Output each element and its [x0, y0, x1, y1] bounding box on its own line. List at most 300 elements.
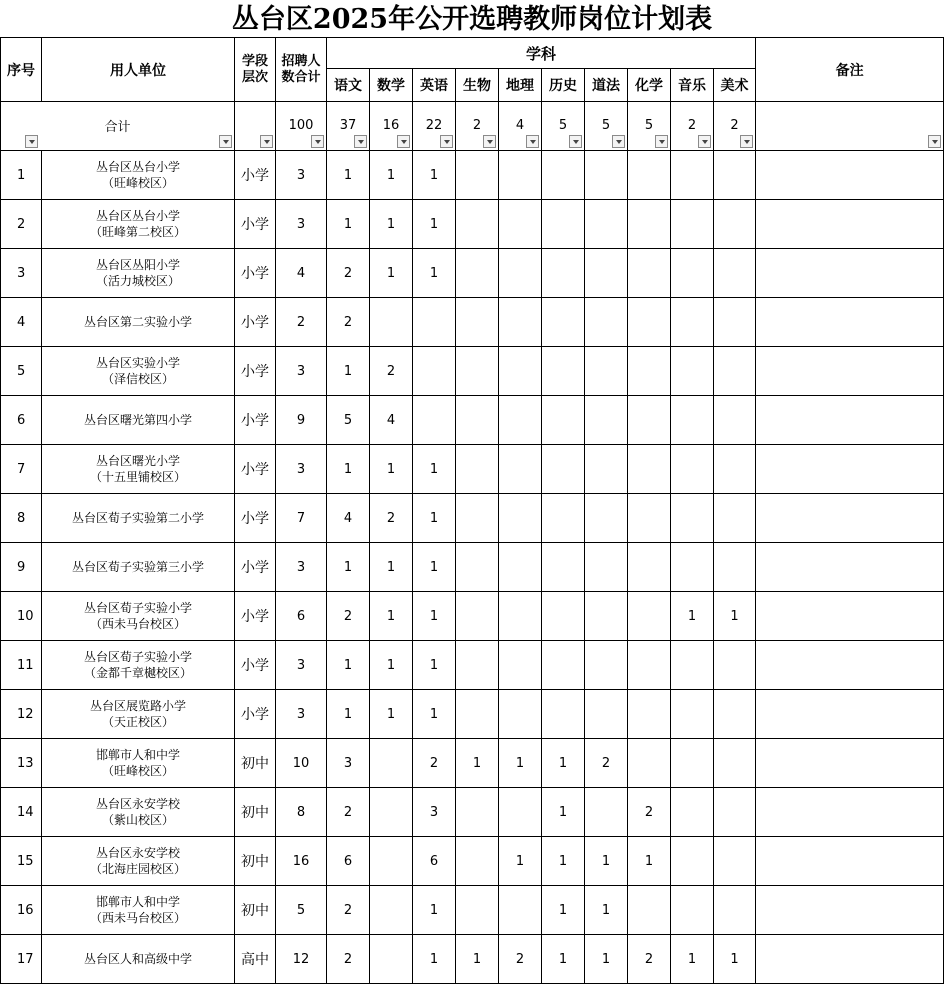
cell-subject-biology — [456, 886, 499, 935]
cell-subject-english: 3 — [413, 788, 456, 837]
filter-dropdown-icon-geography[interactable] — [526, 135, 539, 148]
cell-unit — [42, 690, 235, 739]
cell-subject-art — [714, 788, 756, 837]
unit-campus: （天正校区） — [101, 715, 174, 729]
unit-name: 丛台区人和高级中学 — [83, 952, 192, 966]
cell-subject-english: 1 — [413, 445, 456, 494]
cell-seq: 1 — [1, 151, 42, 200]
cell-subject-biology — [456, 494, 499, 543]
cell-subject-chinese: 3 — [327, 739, 370, 788]
filter-dropdown-icon-remark[interactable] — [928, 135, 941, 148]
cell-subject-biology — [456, 837, 499, 886]
cell-subject-chinese: 2 — [327, 592, 370, 641]
table-row — [1, 298, 944, 347]
cell-stage: 小学 — [235, 249, 276, 298]
cell-total: 4 — [276, 249, 327, 298]
table-row — [1, 837, 944, 886]
cell-seq: 5 — [1, 347, 42, 396]
unit-name: 丛台区曙光第四小学 — [83, 413, 192, 427]
cell-subject-biology — [456, 200, 499, 249]
cell-stage: 初中 — [235, 739, 276, 788]
cell-remark — [756, 837, 944, 886]
summary-subject-art: 2 — [730, 118, 739, 133]
cell-subject-morality — [585, 396, 628, 445]
cell-subject-music — [671, 445, 714, 494]
summary-total-cell — [276, 102, 327, 151]
cell-subject-morality — [585, 592, 628, 641]
cell-seq: 17 — [1, 935, 42, 984]
cell-subject-geography: 1 — [499, 739, 542, 788]
cell-seq: 12 — [1, 690, 42, 739]
cell-subject-history — [542, 445, 585, 494]
cell-seq: 15 — [1, 837, 42, 886]
cell-subject-english — [413, 396, 456, 445]
cell-subject-chinese: 4 — [327, 494, 370, 543]
cell-subject-chemistry — [628, 298, 671, 347]
unit-campus: （活力城校区） — [95, 274, 180, 288]
cell-subject-math — [370, 886, 413, 935]
cell-subject-chinese: 2 — [327, 249, 370, 298]
cell-subject-history — [542, 543, 585, 592]
cell-subject-chemistry — [628, 445, 671, 494]
unit-name: 丛台区荀子实验小学 — [83, 650, 192, 664]
cell-subject-music — [671, 641, 714, 690]
cell-subject-geography — [499, 396, 542, 445]
filter-dropdown-icon-stage[interactable] — [260, 135, 273, 148]
summary-row — [1, 102, 944, 151]
cell-subject-biology — [456, 690, 499, 739]
cell-subject-chemistry — [628, 396, 671, 445]
cell-remark — [756, 592, 944, 641]
cell-subject-math: 1 — [370, 445, 413, 494]
filter-dropdown-icon-english[interactable] — [440, 135, 453, 148]
cell-subject-music — [671, 347, 714, 396]
summary-subject-cell — [413, 102, 456, 151]
cell-subject-music — [671, 249, 714, 298]
cell-subject-art — [714, 543, 756, 592]
table-row — [1, 592, 944, 641]
filter-dropdown-icon-chinese[interactable] — [354, 135, 367, 148]
cell-subject-chinese: 6 — [327, 837, 370, 886]
cell-subject-chinese: 2 — [327, 298, 370, 347]
cell-unit — [42, 837, 235, 886]
cell-remark — [756, 298, 944, 347]
cell-subject-chinese: 5 — [327, 396, 370, 445]
cell-subject-biology — [456, 249, 499, 298]
cell-subject-math: 1 — [370, 200, 413, 249]
cell-total: 12 — [276, 935, 327, 984]
cell-subject-music — [671, 886, 714, 935]
cell-subject-geography — [499, 151, 542, 200]
unit-campus: （旺峰第二校区） — [89, 225, 186, 239]
cell-subject-english: 1 — [413, 151, 456, 200]
summary-subject-cell — [542, 102, 585, 151]
header-count-line2: 数合计 — [281, 69, 321, 85]
cell-subject-chemistry — [628, 690, 671, 739]
cell-subject-chemistry: 2 — [628, 788, 671, 837]
cell-subject-chemistry — [628, 739, 671, 788]
summary-label-cell — [1, 102, 235, 151]
cell-remark — [756, 543, 944, 592]
cell-subject-english — [413, 298, 456, 347]
summary-subject-math: 16 — [382, 118, 400, 133]
cell-subject-math: 4 — [370, 396, 413, 445]
cell-subject-chinese: 1 — [327, 445, 370, 494]
cell-subject-morality — [585, 298, 628, 347]
cell-unit — [42, 445, 235, 494]
summary-subject-cell — [671, 102, 714, 151]
cell-unit — [42, 494, 235, 543]
filter-dropdown-icon-total[interactable] — [311, 135, 324, 148]
cell-subject-history — [542, 298, 585, 347]
summary-subject-cell — [456, 102, 499, 151]
cell-subject-biology — [456, 788, 499, 837]
cell-stage: 高中 — [235, 935, 276, 984]
cell-subject-math — [370, 298, 413, 347]
cell-subject-music — [671, 739, 714, 788]
table-row — [1, 690, 944, 739]
filter-dropdown-icon-history[interactable] — [569, 135, 582, 148]
unit-campus: （旺峰校区） — [101, 176, 174, 190]
cell-stage: 小学 — [235, 641, 276, 690]
cell-remark — [756, 788, 944, 837]
header-subject-chemistry: 化学 — [628, 69, 671, 102]
cell-seq: 16 — [1, 886, 42, 935]
table-row — [1, 249, 944, 298]
unit-campus: （金都千章樾校区） — [83, 666, 192, 680]
cell-stage: 小学 — [235, 690, 276, 739]
unit-name: 丛台区丛台小学 — [95, 160, 180, 174]
cell-subject-english: 1 — [413, 249, 456, 298]
cell-subject-english: 1 — [413, 592, 456, 641]
cell-total: 3 — [276, 200, 327, 249]
cell-subject-morality: 1 — [585, 935, 628, 984]
cell-subject-geography — [499, 641, 542, 690]
filter-dropdown-icon-chemistry[interactable] — [655, 135, 668, 148]
header-count — [276, 38, 327, 102]
filter-dropdown-icon-biology[interactable] — [483, 135, 496, 148]
cell-subject-chinese: 1 — [327, 151, 370, 200]
cell-stage: 小学 — [235, 396, 276, 445]
cell-subject-history — [542, 641, 585, 690]
cell-subject-morality — [585, 200, 628, 249]
cell-subject-morality — [585, 249, 628, 298]
cell-subject-geography — [499, 347, 542, 396]
header-stage — [235, 38, 276, 102]
page-title: 丛台区2025年公开选聘教师岗位计划表 — [231, 4, 713, 35]
cell-stage: 小学 — [235, 151, 276, 200]
cell-subject-math: 1 — [370, 592, 413, 641]
cell-total: 3 — [276, 347, 327, 396]
summary-subject-geography: 4 — [515, 118, 525, 133]
cell-subject-art — [714, 396, 756, 445]
table-row — [1, 788, 944, 837]
table-row — [1, 200, 944, 249]
unit-campus: （旺峰校区） — [101, 764, 174, 778]
filter-dropdown-icon-morality[interactable] — [612, 135, 625, 148]
cell-subject-english: 1 — [413, 494, 456, 543]
header-seq: 序号 — [1, 38, 42, 102]
cell-subject-art — [714, 641, 756, 690]
cell-unit — [42, 396, 235, 445]
cell-subject-geography — [499, 543, 542, 592]
cell-subject-history — [542, 151, 585, 200]
cell-subject-art — [714, 494, 756, 543]
summary-subject-history: 5 — [558, 118, 568, 133]
cell-total: 3 — [276, 690, 327, 739]
cell-subject-math: 1 — [370, 151, 413, 200]
cell-subject-art — [714, 886, 756, 935]
unit-name: 丛台区永安学校 — [95, 797, 180, 811]
cell-subject-music — [671, 788, 714, 837]
cell-unit — [42, 641, 235, 690]
unit-name: 邯郸市人和中学 — [95, 895, 180, 909]
summary-subject-chemistry: 5 — [644, 118, 654, 133]
summary-subject-cell — [327, 102, 370, 151]
cell-subject-history: 1 — [542, 788, 585, 837]
table-body — [1, 151, 944, 984]
cell-subject-music — [671, 396, 714, 445]
header-subject-chinese: 语文 — [327, 69, 370, 102]
header-unit: 用人单位 — [42, 38, 235, 102]
cell-subject-english: 1 — [413, 886, 456, 935]
table-row — [1, 347, 944, 396]
cell-subject-geography: 2 — [499, 935, 542, 984]
cell-subject-morality — [585, 788, 628, 837]
header-stage-line2: 层次 — [241, 69, 268, 85]
unit-name: 丛台区曙光小学 — [95, 454, 180, 468]
cell-total: 2 — [276, 298, 327, 347]
cell-remark — [756, 249, 944, 298]
cell-subject-geography — [499, 592, 542, 641]
cell-subject-chinese: 2 — [327, 788, 370, 837]
cell-stage: 小学 — [235, 298, 276, 347]
cell-subject-music — [671, 298, 714, 347]
cell-unit — [42, 249, 235, 298]
cell-subject-math: 1 — [370, 543, 413, 592]
summary-subject-cell — [714, 102, 756, 151]
cell-remark — [756, 739, 944, 788]
unit-campus: （西未马台校区） — [89, 617, 186, 631]
unit-campus: （紫山校区） — [101, 813, 174, 827]
cell-subject-biology: 1 — [456, 935, 499, 984]
header-subject-english: 英语 — [413, 69, 456, 102]
cell-subject-biology — [456, 592, 499, 641]
summary-subject-cell — [499, 102, 542, 151]
filter-dropdown-icon-seq[interactable] — [25, 135, 38, 148]
cell-stage: 初中 — [235, 788, 276, 837]
cell-total: 9 — [276, 396, 327, 445]
cell-subject-morality — [585, 445, 628, 494]
cell-subject-math: 2 — [370, 347, 413, 396]
unit-campus: （西未马台校区） — [89, 911, 186, 925]
cell-subject-biology — [456, 543, 499, 592]
cell-subject-chemistry — [628, 592, 671, 641]
cell-subject-morality: 1 — [585, 837, 628, 886]
cell-subject-math — [370, 837, 413, 886]
cell-unit — [42, 592, 235, 641]
cell-subject-chemistry — [628, 151, 671, 200]
cell-unit — [42, 543, 235, 592]
cell-seq: 6 — [1, 396, 42, 445]
table-row — [1, 886, 944, 935]
cell-subject-music — [671, 543, 714, 592]
header-subject-math: 数学 — [370, 69, 413, 102]
cell-subject-art — [714, 837, 756, 886]
cell-total: 7 — [276, 494, 327, 543]
cell-subject-english: 1 — [413, 690, 456, 739]
header-count-line1: 招聘人 — [281, 53, 321, 69]
cell-subject-english: 1 — [413, 935, 456, 984]
cell-subject-morality — [585, 494, 628, 543]
header-subject-history: 历史 — [542, 69, 585, 102]
cell-subject-math: 1 — [370, 690, 413, 739]
filter-dropdown-icon-art[interactable] — [740, 135, 753, 148]
header-subject-geography: 地理 — [499, 69, 542, 102]
cell-subject-history — [542, 200, 585, 249]
cell-seq: 7 — [1, 445, 42, 494]
cell-unit — [42, 298, 235, 347]
cell-subject-biology — [456, 396, 499, 445]
cell-subject-history: 1 — [542, 886, 585, 935]
cell-unit — [42, 347, 235, 396]
cell-subject-biology: 1 — [456, 739, 499, 788]
table-row — [1, 396, 944, 445]
cell-subject-biology — [456, 445, 499, 494]
cell-remark — [756, 200, 944, 249]
cell-subject-art — [714, 200, 756, 249]
summary-total: 100 — [288, 118, 314, 133]
cell-subject-chemistry — [628, 641, 671, 690]
cell-subject-chinese: 2 — [327, 935, 370, 984]
cell-subject-english: 6 — [413, 837, 456, 886]
cell-subject-math — [370, 788, 413, 837]
unit-campus: （北海庄园校区） — [89, 862, 186, 876]
table-row — [1, 494, 944, 543]
cell-seq: 2 — [1, 200, 42, 249]
summary-subject-english: 22 — [425, 118, 443, 133]
table-row — [1, 739, 944, 788]
cell-subject-chemistry: 2 — [628, 935, 671, 984]
cell-remark — [756, 396, 944, 445]
cell-subject-art — [714, 445, 756, 494]
cell-subject-geography — [499, 249, 542, 298]
cell-subject-morality: 1 — [585, 886, 628, 935]
cell-subject-geography — [499, 298, 542, 347]
summary-remark-cell — [756, 102, 944, 151]
summary-subject-morality: 5 — [601, 118, 611, 133]
summary-stage-cell — [235, 102, 276, 151]
cell-unit — [42, 886, 235, 935]
cell-subject-history — [542, 347, 585, 396]
cell-stage: 小学 — [235, 347, 276, 396]
cell-unit — [42, 935, 235, 984]
filter-dropdown-icon-math[interactable] — [397, 135, 410, 148]
cell-subject-music: 1 — [671, 592, 714, 641]
cell-subject-english: 2 — [413, 739, 456, 788]
cell-remark — [756, 445, 944, 494]
unit-campus: （十五里铺校区） — [89, 470, 186, 484]
cell-subject-geography — [499, 200, 542, 249]
cell-subject-biology — [456, 298, 499, 347]
cell-stage: 小学 — [235, 543, 276, 592]
header-subject-morality: 道法 — [585, 69, 628, 102]
cell-subject-art — [714, 739, 756, 788]
cell-remark — [756, 641, 944, 690]
unit-name: 丛台区丛阳小学 — [95, 258, 180, 272]
cell-subject-english: 1 — [413, 200, 456, 249]
unit-name: 丛台区展览路小学 — [89, 699, 186, 713]
cell-total: 3 — [276, 445, 327, 494]
header-remark: 备注 — [756, 38, 944, 102]
cell-subject-music — [671, 494, 714, 543]
cell-seq: 13 — [1, 739, 42, 788]
cell-stage: 小学 — [235, 592, 276, 641]
cell-subject-geography — [499, 788, 542, 837]
cell-subject-morality: 2 — [585, 739, 628, 788]
summary-subject-music: 2 — [687, 118, 697, 133]
cell-subject-chemistry — [628, 347, 671, 396]
cell-subject-morality — [585, 347, 628, 396]
cell-subject-art — [714, 347, 756, 396]
cell-subject-chinese: 1 — [327, 543, 370, 592]
cell-subject-history — [542, 396, 585, 445]
table-row — [1, 543, 944, 592]
cell-subject-math: 1 — [370, 641, 413, 690]
cell-total: 8 — [276, 788, 327, 837]
cell-seq: 8 — [1, 494, 42, 543]
cell-seq: 10 — [1, 592, 42, 641]
cell-seq: 11 — [1, 641, 42, 690]
table-row — [1, 935, 944, 984]
summary-label: 合计 — [104, 120, 131, 135]
cell-subject-chinese: 1 — [327, 690, 370, 739]
summary-subject-biology: 2 — [472, 118, 482, 133]
cell-subject-morality — [585, 641, 628, 690]
cell-subject-chinese: 1 — [327, 347, 370, 396]
unit-name: 丛台区实验小学 — [95, 356, 180, 370]
cell-remark — [756, 151, 944, 200]
cell-total: 3 — [276, 151, 327, 200]
unit-name: 丛台区丛台小学 — [95, 209, 180, 223]
cell-subject-history: 1 — [542, 935, 585, 984]
cell-subject-art: 1 — [714, 592, 756, 641]
cell-seq: 4 — [1, 298, 42, 347]
cell-stage: 小学 — [235, 200, 276, 249]
cell-subject-geography — [499, 494, 542, 543]
cell-unit — [42, 788, 235, 837]
cell-total: 3 — [276, 543, 327, 592]
cell-subject-geography — [499, 445, 542, 494]
unit-campus: （泽信校区） — [101, 372, 174, 386]
cell-remark — [756, 494, 944, 543]
cell-total: 3 — [276, 641, 327, 690]
cell-subject-art — [714, 151, 756, 200]
unit-name: 丛台区第二实验小学 — [83, 315, 192, 329]
filter-dropdown-icon-music[interactable] — [698, 135, 711, 148]
cell-subject-english: 1 — [413, 543, 456, 592]
unit-name: 丛台区荀子实验第二小学 — [71, 511, 204, 525]
cell-subject-art: 1 — [714, 935, 756, 984]
cell-total: 5 — [276, 886, 327, 935]
cell-total: 16 — [276, 837, 327, 886]
cell-subject-chemistry — [628, 886, 671, 935]
cell-subject-music — [671, 151, 714, 200]
cell-total: 6 — [276, 592, 327, 641]
filter-dropdown-icon-unit[interactable] — [219, 135, 232, 148]
cell-subject-chemistry — [628, 249, 671, 298]
cell-subject-morality — [585, 690, 628, 739]
